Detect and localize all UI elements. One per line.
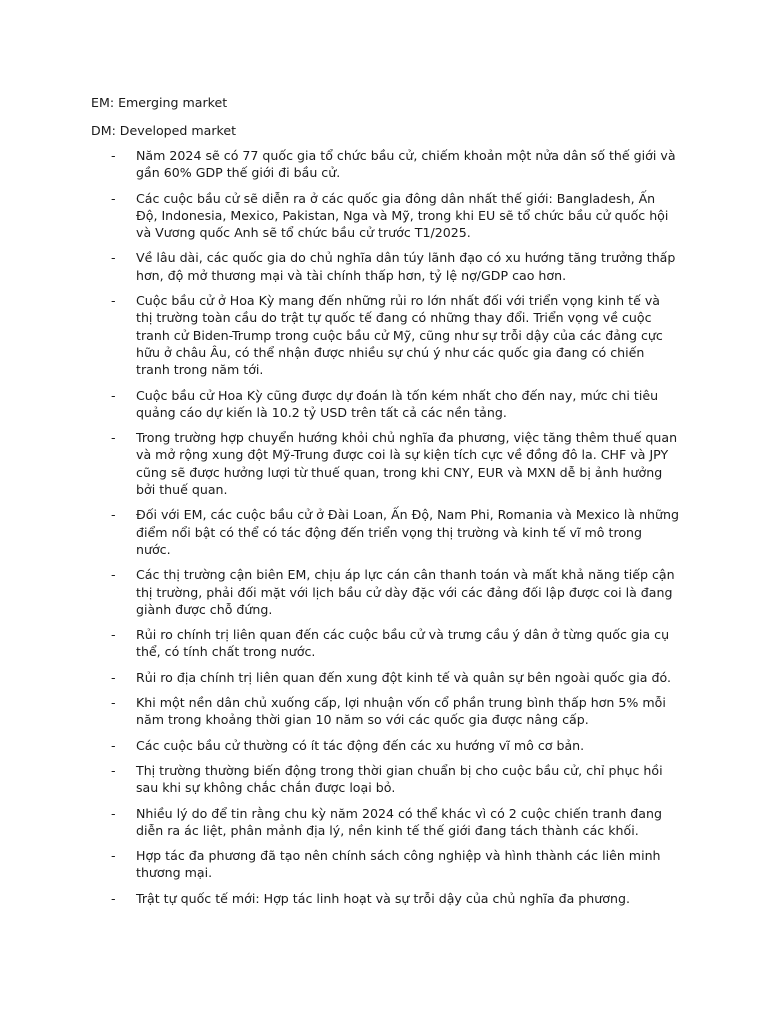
bullet-item	[0, 147, 768, 182]
bullet-item	[0, 694, 768, 729]
bullet-dash: -	[111, 627, 116, 643]
definition-dm: DM: Developed market	[91, 123, 237, 138]
bullet-text: Các cuộc bầu cử sẽ diễn ra ở các quốc gia đông dân nhất thế giới: Bangladesh, Ấn Độ, Indonesia, Mexico, Pakistan, Nga và Mỹ, trong khi EU sẽ tổ chức bầu cử quốc hội và Vương quốc Anh sẽ tổ chức bầu cử trước T1/2025.	[136, 190, 669, 241]
bullet-item	[0, 669, 768, 686]
bullet-item	[0, 626, 768, 661]
bullet-list	[0, 147, 768, 915]
bullet-item	[0, 762, 768, 797]
bullet-text: Rủi ro địa chính trị liên quan đến xung đột kinh tế và quân sự bên ngoài quốc gia đó.	[136, 669, 672, 685]
bullet-item	[0, 566, 768, 618]
bullet-item	[0, 506, 768, 558]
bullet-dash: -	[111, 148, 116, 163]
bullet-item	[0, 890, 768, 907]
bullet-text: Thị trường thường biến động trong thời gian chuẩn bị cho cuộc bầu cử, chỉ phục hồi sau khi sự không chắc chắn được loại bỏ.	[136, 762, 663, 796]
bullet-dash: -	[111, 890, 116, 906]
bullet-dash: -	[111, 293, 116, 309]
bullet-text: Đối với EM, các cuộc bầu cử ở Đài Loan, Ấn Độ, Nam Phi, Romania và Mexico là những điểm nổi bật có thể có tác động đến triển vọng thị trường và kinh tế vĩ mô trong nước.	[136, 507, 679, 557]
bullet-dash: -	[111, 507, 116, 523]
bullet-text: Về lâu dài, các quốc gia do chủ nghĩa dân túy lãnh đạo có xu hướng tăng trưởng thấp hơn, độ mở thương mại và tài chính thấp hơn, tỷ lệ nợ/GDP cao hơn.	[136, 250, 676, 283]
bullet-text: Khi một nền dân chủ xuống cấp, lợi nhuận vốn cổ phần trung bình thấp hơn 5% mỗi năm trong khoảng thời gian 10 năm so với các quốc gia được nâng cấp.	[136, 695, 666, 728]
bullet-item	[0, 847, 768, 882]
bullet-text: Các cuộc bầu cử thường có ít tác động đến các xu hướng vĩ mô cơ bản.	[136, 737, 585, 753]
bullet-text: Nhiều lý do để tin rằng chu kỳ năm 2024 có thể khác vì có 2 cuộc chiến tranh đang diễn ra ác liệt, phân mảnh địa lý, nền kinh tế thế giới đang tách thành các khối.	[136, 805, 662, 838]
bullet-text: Hợp tác đa phương đã tạo nên chính sách công nghiệp và hình thành các liên minh thương mại.	[136, 848, 661, 881]
bullet-item	[0, 387, 768, 422]
bullet-dash: -	[111, 848, 116, 864]
bullet-dash: -	[111, 387, 116, 403]
bullet-dash: -	[111, 669, 116, 685]
bullet-text: Cuộc bầu cử ở Hoa Kỳ mang đến những rủi ro lớn nhất đối với triển vọng kinh tế và thị trường toàn cầu do trật tự quốc tế đang có những thay đổi. Triển vọng về cuộc tranh cử Biden-Trump trong cuộc bầu cử Mỹ, cũng như sự trỗi dậy của các đảng cực hữu ở châu Âu, có thể nhận được nhiều sự chú ý như các quốc gia đang có chiến tranh trong năm tới.	[136, 293, 663, 378]
bullet-dash: -	[111, 737, 116, 753]
bullet-text: Trật tự quốc tế mới: Hợp tác linh hoạt và sự trỗi dậy của chủ nghĩa đa phương.	[136, 890, 630, 906]
bullet-dash: -	[111, 190, 116, 206]
bullet-item	[0, 249, 768, 284]
bullet-text: Các thị trường cận biên EM, chịu áp lực cán cân thanh toán và mất khả năng tiếp cận thị trường, phải đối mặt với lịch bầu cử dày đặc với các đảng đối lập được coi là đang giành được chỗ đứng.	[136, 567, 675, 617]
bullet-dash: -	[111, 762, 116, 778]
bullet-dash: -	[111, 805, 116, 821]
bullet-item	[0, 292, 768, 378]
bullet-dash: -	[111, 430, 116, 446]
bullet-item	[0, 190, 768, 242]
bullet-text: Trong trường hợp chuyển hướng khỏi chủ nghĩa đa phương, việc tăng thêm thuế quan và mở rộng xung đột Mỹ-Trung được coi là sự kiện tích cực về đồng đô la. CHF và JPY cũng sẽ được hưởng lượi từ thuế quan, trong khi CNY, EUR và MXN dễ bị ảnh hưởng bởi thuế quan.	[136, 430, 678, 498]
bullet-text: Năm 2024 sẽ có 77 quốc gia tổ chức bầu cử, chiếm khoản một nửa dân số thế giới và gần 60% GDP thế giới đi bầu cử.	[136, 148, 676, 181]
definition-em: EM: Emerging market	[91, 95, 228, 110]
bullet-dash: -	[111, 567, 116, 583]
bullet-item	[0, 737, 768, 754]
bullet-dash: -	[111, 695, 116, 711]
bullet-item	[0, 429, 768, 498]
bullet-item	[0, 805, 768, 840]
bullet-text: Rủi ro chính trị liên quan đến các cuộc bầu cử và trưng cầu ý dân ở từng quốc gia cụ thể, có tính chất trong nước.	[136, 627, 670, 660]
bullet-text: Cuộc bầu cử Hoa Kỳ cũng được dự đoán là tốn kém nhất cho đến nay, mức chi tiêu quảng cáo dự kiến là 10.2 tỷ USD trên tất cả các nền tảng.	[136, 387, 659, 420]
bullet-dash: -	[111, 250, 116, 266]
